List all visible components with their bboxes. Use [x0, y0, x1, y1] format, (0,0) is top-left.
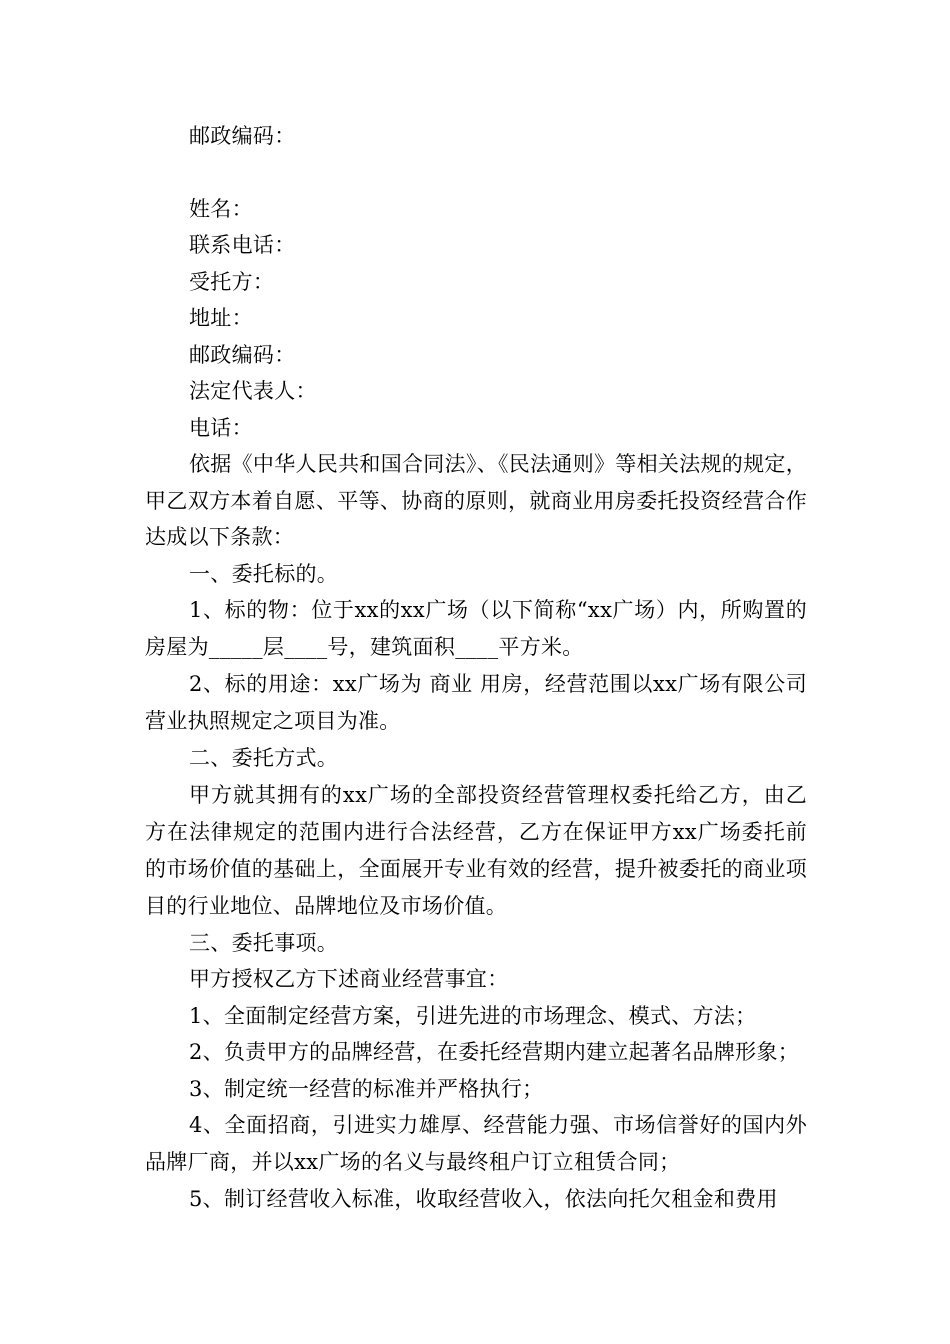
- phone-line-1: 联系电话：: [189, 233, 296, 257]
- clause-3-item-3: 3、制定统一经营的标准并严格执行；: [189, 1076, 544, 1101]
- clause-2-body: 甲方就其拥有的xx广场的全部投资经营管理权委托给乙方，由乙方在法律规定的范围内进行合法经营，乙方在保证甲方xx广场委托前的市场价值的基础上，全面展开专业有效的经营，提升被委托的商业项目的行业地位、品牌地位及市场价值。: [145, 782, 807, 918]
- clause-3-item-5: 5、制订经营收入标准，收取经营收入，依法向托欠租金和费用: [189, 1187, 778, 1211]
- preamble-paragraph: 依据《中华人民共和国合同法》、《民法通则》等相关法规的规定，甲乙双方本着自愿、平等、协商的原则，就商业用房委托投资经营合作达成以下条款：: [145, 452, 807, 549]
- document-body: [145, 118, 807, 1218]
- section-heading-3: 三、委托事项。: [189, 930, 339, 955]
- clause-3-item-4: 4、全面招商，引进实力雄厚、经营能力强、市场信誉好的国内外品牌厂商，并以xx广场的名义与最终租户订立租赁合同；: [145, 1113, 807, 1174]
- postal-code-line-2: 邮政编码：: [189, 342, 296, 367]
- address-line: 地址：: [189, 306, 253, 330]
- section-heading-1: 一、委托标的。: [189, 561, 339, 586]
- clause-3-item-1: 1、全面制定经营方案，引进先进的市场理念、模式、方法；: [189, 1003, 757, 1028]
- phone-line-2: 电话：: [189, 415, 253, 440]
- clause-1-2: 2、标的用途：xx广场为 商业 用房，经营范围以xx广场有限公司营业执照规定之项目为准。: [145, 672, 807, 733]
- postal-code-line-1: 邮政编码：: [189, 124, 296, 148]
- name-line: 姓名：: [189, 196, 253, 221]
- legal-representative-line: 法定代表人：: [189, 379, 317, 403]
- clause-3-item-2: 2、负责甲方的品牌经营，在委托经营期内建立起著名品牌形象；: [189, 1040, 800, 1064]
- clause-1-1: 1、标的物：位于xx的xx广场（以下简称“xx广场）内，所购置的房屋为_____层____号，建筑面积____平方米。: [145, 598, 807, 659]
- trustee-line: 受托方：: [189, 269, 275, 294]
- clause-3-intro: 甲方授权乙方下述商业经营事宜：: [189, 967, 509, 991]
- section-heading-2: 二、委托方式。: [189, 746, 339, 770]
